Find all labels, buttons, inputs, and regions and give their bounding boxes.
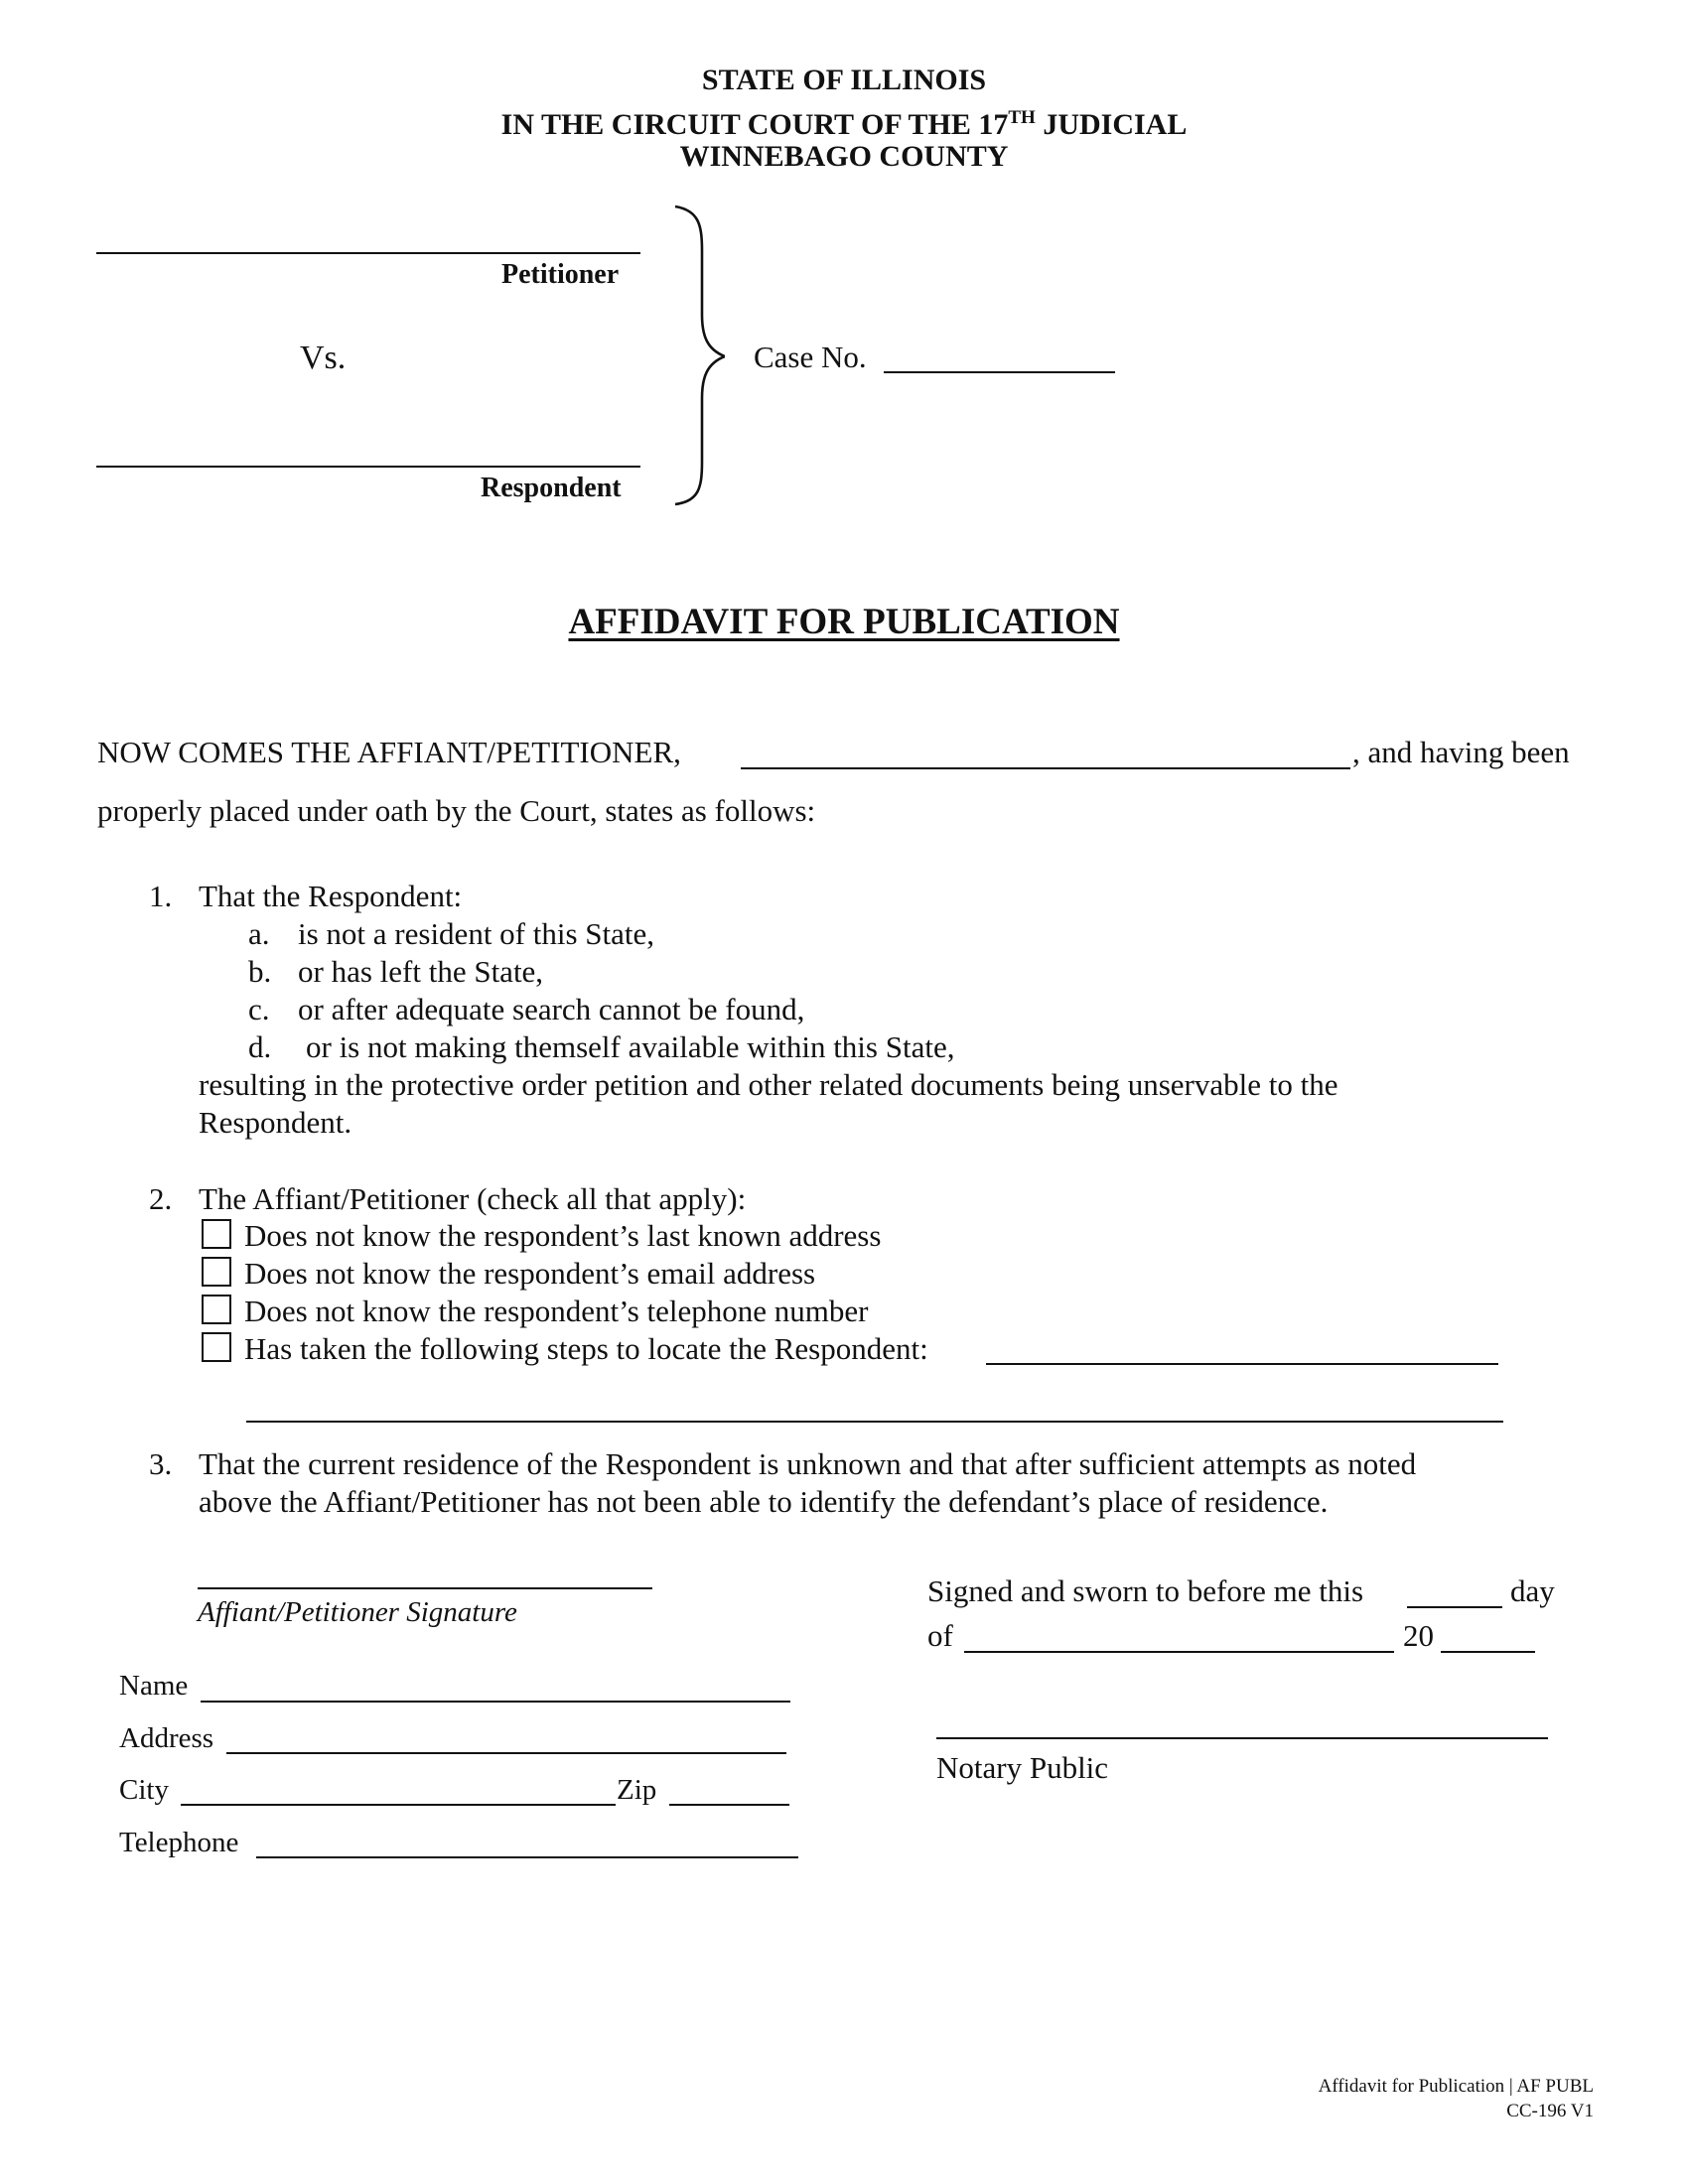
footer-form-name: Affidavit for Publication | AF PUBL <box>1318 2076 1594 2097</box>
sworn-of-label: of <box>927 1618 953 1653</box>
item-3-line-1: That the current residence of the Respondent is unknown and that after sufficient attempts as noted <box>199 1446 1417 1481</box>
subitem-d-text: or is not making themself available within this State, <box>306 1029 955 1064</box>
circuit-text-post: JUDICIAL <box>1035 108 1188 141</box>
option-steps-taken-label: Has taken the following steps to locate the Respondent: <box>244 1331 928 1366</box>
sworn-day-label: day <box>1510 1573 1555 1608</box>
sworn-day-field[interactable] <box>1407 1606 1502 1608</box>
city-field[interactable] <box>181 1804 616 1806</box>
name-label: Name <box>119 1670 189 1702</box>
checkbox-no-telephone[interactable] <box>202 1295 231 1324</box>
subitem-c-letter: c. <box>248 992 270 1026</box>
checkbox-no-address[interactable] <box>202 1219 231 1249</box>
court-header-state: STATE OF ILLINOIS <box>701 64 987 96</box>
subitem-c-text: or after adequate search cannot be found, <box>298 992 805 1026</box>
sworn-year-prefix: 20 <box>1403 1618 1434 1653</box>
circuit-ordinal-sup: TH <box>1008 107 1036 128</box>
address-label: Address <box>119 1722 214 1754</box>
zip-label: Zip <box>617 1774 657 1806</box>
notary-signature-line[interactable] <box>936 1737 1548 1739</box>
steps-taken-field-line-2[interactable] <box>246 1421 1503 1423</box>
item-1-number: 1. <box>149 879 173 913</box>
subitem-a-letter: a. <box>248 916 270 951</box>
petitioner-label: Petitioner <box>501 259 620 290</box>
footer-form-code: CC-196 V1 <box>1506 2101 1594 2121</box>
respondent-label: Respondent <box>481 473 622 503</box>
respondent-name-line[interactable] <box>96 466 640 468</box>
item-1-tail-line-1: resulting in the protective order petition and other related documents being unservable to the <box>199 1067 1338 1102</box>
steps-taken-field-line-1[interactable] <box>986 1363 1498 1365</box>
subitem-b-text: or has left the State, <box>298 954 544 989</box>
checkbox-steps-taken[interactable] <box>202 1332 231 1362</box>
intro-line-2: properly placed under oath by the Court, states as follows: <box>97 793 816 828</box>
caption-brace <box>665 204 725 506</box>
item-2-lead: The Affiant/Petitioner (check all that apply): <box>199 1181 747 1216</box>
subitem-a-text: is not a resident of this State, <box>298 916 655 951</box>
item-2-number: 2. <box>149 1181 173 1216</box>
subitem-b-letter: b. <box>248 954 272 989</box>
case-number-field[interactable] <box>884 371 1115 373</box>
telephone-label: Telephone <box>119 1827 239 1858</box>
sworn-month-field[interactable] <box>964 1651 1394 1653</box>
sworn-year-field[interactable] <box>1441 1651 1535 1653</box>
option-no-telephone-label: Does not know the respondent’s telephone number <box>244 1294 869 1328</box>
item-1-lead: That the Respondent: <box>199 879 463 913</box>
affiant-signature-label: Affiant/Petitioner Signature <box>198 1596 517 1628</box>
telephone-field[interactable] <box>256 1856 798 1858</box>
sworn-text: Signed and sworn to before me this <box>927 1573 1364 1608</box>
option-no-email-label: Does not know the respondent’s email address <box>244 1256 816 1291</box>
case-number-label: Case No. <box>754 340 867 374</box>
petitioner-name-line[interactable] <box>96 252 640 254</box>
address-field[interactable] <box>226 1752 786 1754</box>
item-1-tail-line-2: Respondent. <box>199 1105 352 1140</box>
zip-field[interactable] <box>669 1804 789 1806</box>
affiant-name-field[interactable] <box>741 767 1350 769</box>
item-3-line-2: above the Affiant/Petitioner has not been able to identify the defendant’s place of residence. <box>199 1484 1329 1519</box>
intro-suffix: , and having been <box>1352 735 1570 769</box>
notary-public-label: Notary Public <box>936 1750 1109 1785</box>
name-field[interactable] <box>201 1701 790 1703</box>
option-no-address-label: Does not know the respondent’s last known address <box>244 1218 882 1253</box>
court-header-county: WINNEBAGO COUNTY <box>679 140 1009 173</box>
document-title <box>0 601 1688 643</box>
document-title-text: AFFIDAVIT FOR PUBLICATION <box>568 602 1120 642</box>
versus-label: Vs. <box>300 340 347 376</box>
checkbox-no-email[interactable] <box>202 1257 231 1287</box>
city-label: City <box>119 1774 169 1806</box>
subitem-d-letter: d. <box>248 1029 272 1064</box>
intro-prefix: NOW COMES THE AFFIANT/PETITIONER, <box>97 735 681 769</box>
item-3-number: 3. <box>149 1446 173 1481</box>
circuit-text-pre: IN THE CIRCUIT COURT OF THE 17 <box>500 108 1009 141</box>
affiant-signature-line[interactable] <box>198 1587 652 1589</box>
